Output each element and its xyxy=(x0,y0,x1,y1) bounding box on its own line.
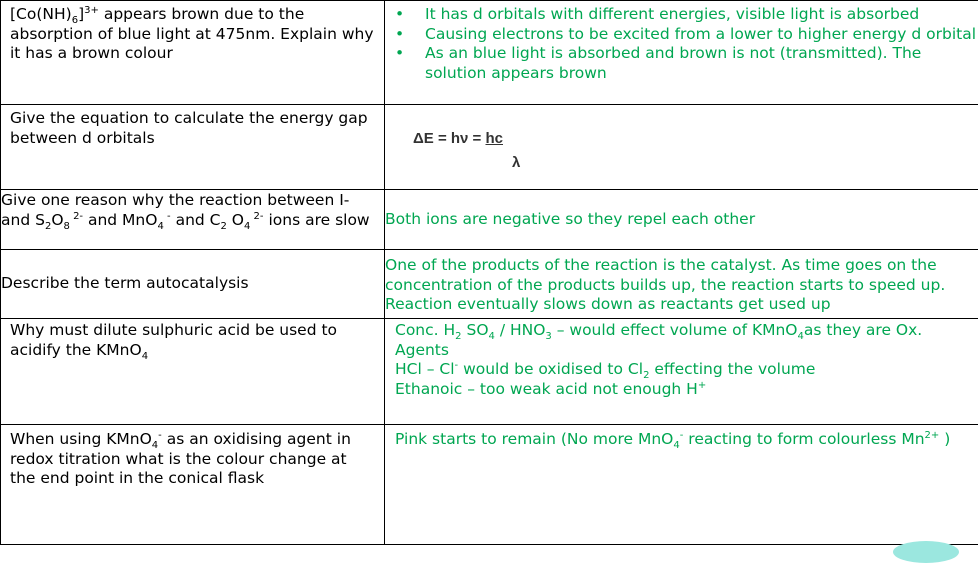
question-text: appears brown due to the absorption of blue light at 475nm. Explain why it has a brown colour xyxy=(10,5,374,62)
subscript: 2 xyxy=(220,221,226,232)
question-text: Give one reason why the reaction between I- and S xyxy=(1,191,349,229)
equation-numerator: hc xyxy=(485,130,503,147)
table-row xyxy=(1,190,978,250)
question-cell xyxy=(1,1,385,105)
subscript: 4 xyxy=(157,221,163,232)
equation-denominator: λ xyxy=(512,153,520,173)
question-cell xyxy=(1,319,385,425)
question-text: and MnO xyxy=(83,211,157,229)
superscript: 3+ xyxy=(84,5,99,16)
subscript: 4 xyxy=(244,221,250,232)
question-text: Why must dilute sulphuric acid be used to acidify the KMnO xyxy=(10,321,337,359)
answer-line: Ethanoic – too weak acid not enough H+ xyxy=(395,380,970,400)
answer-line: Conc. $H_2$ $SO_4 / HNO_3$ – would effect volume of KMnO$_4$as they are Ox. Agents xyxy=(395,321,970,360)
table-row xyxy=(1,425,978,545)
question-cell: Give the equation to calculate the energy gap between d orbitals xyxy=(1,105,385,190)
answer-bullet: • As an blue light is absorbed and brown is not (transmitted). The solution appears brown xyxy=(385,44,978,83)
answer-cell xyxy=(385,105,978,190)
question-text: ] xyxy=(78,5,84,23)
equation-text: ΔE = hν = xyxy=(413,130,485,147)
answer-cell: Both ions are negative so they repel each other xyxy=(385,190,978,250)
subscript: 6 xyxy=(72,15,78,26)
table-row xyxy=(1,250,978,319)
energy-equation xyxy=(413,129,978,189)
subscript: 4 xyxy=(142,351,148,362)
question-text: O xyxy=(227,211,244,229)
table-row xyxy=(1,105,978,190)
question-text: [Co(NH) xyxy=(10,5,72,23)
superscript: 2- xyxy=(250,210,263,221)
table-row xyxy=(1,1,978,105)
decorative-shape xyxy=(893,541,959,563)
answer-line: HCl – Cl- would be oxidised to $Cl_2$ effecting the volume xyxy=(395,360,970,380)
question-text: and C xyxy=(171,211,221,229)
answer-cell xyxy=(385,319,978,425)
question-text: O xyxy=(51,211,63,229)
answer-bullet-list xyxy=(385,5,978,83)
subscript: 8 xyxy=(64,221,70,232)
answer-cell: One of the products of the reaction is the catalyst. As time goes on the concentration of the products builds up, the reaction starts to speed up. Reaction eventually slows down as reactants get used up xyxy=(385,250,978,319)
superscript: - xyxy=(164,210,171,221)
answer-bullet: • It has d orbitals with different energies, visible light is absorbed xyxy=(385,5,978,25)
table-row xyxy=(1,319,978,425)
answer-cell: Pink starts to remain (No more MnO$_4$- reacting to form colourless $Mn^{2+}$ ) xyxy=(385,425,978,545)
question-cell: Describe the term autocatalysis xyxy=(1,250,385,319)
question-cell xyxy=(1,190,385,250)
question-cell: When using KMnO$_4$- as an oxidising agent in redox titration what is the colour change at the end point in the conical flask xyxy=(1,425,385,545)
superscript: 2- xyxy=(70,210,83,221)
question-text: ions are slow xyxy=(264,211,370,229)
answer-bullet: • Causing electrons to be excited from a lower to higher energy d orbital xyxy=(385,25,978,45)
subscript: 2 xyxy=(45,221,51,232)
answer-cell xyxy=(385,1,978,105)
